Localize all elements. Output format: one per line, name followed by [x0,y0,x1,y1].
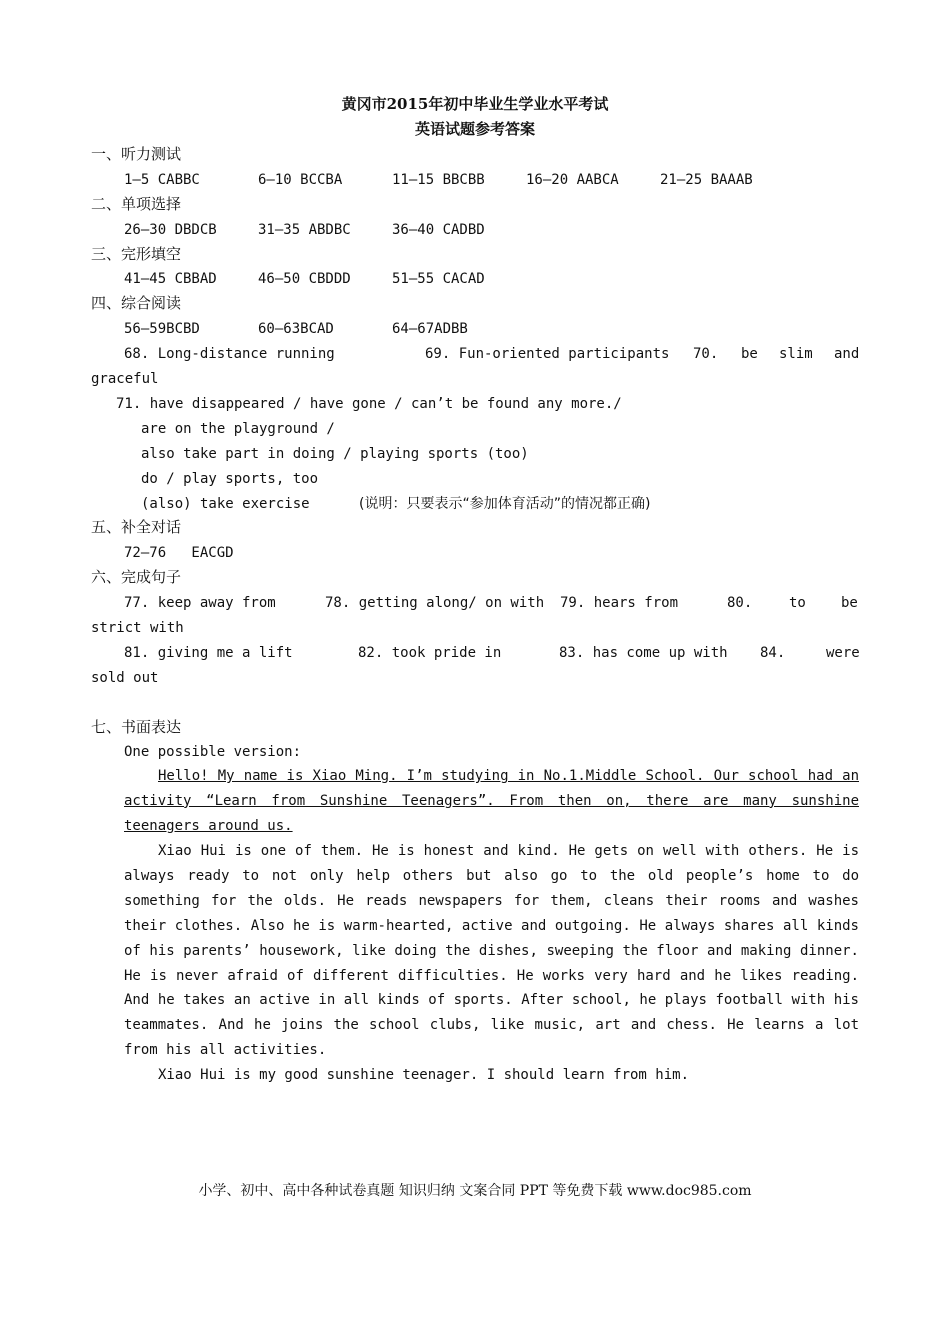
answer-78: 78. getting along/ on with [325,595,545,611]
answer-68: 68. Long-distance running [124,346,335,362]
answer-range: 21—25 BAAAB [660,172,753,188]
answer-71: 71. have disappeared / have gone / can’t be found any more./ [116,396,622,412]
answer-range: 51—55 CACAD [392,271,485,287]
answer-range: 16—20 AABCA [526,172,619,188]
answer-77: 77. keep away from [124,595,276,611]
answer-80-word: to [789,595,806,611]
section-heading-writing: 七、书面表达 [91,718,182,736]
essay-paragraph-2: Xiao Hui is one of them. He is honest and kind. He gets on well with others. He is always ready to not only help others but also go to the old people’s home to do something for the olds. He reads newspapers for them, cleans their rooms and washes their clothes. Also he is warm-hearted, active and outgoing. He always shares all kinds of his parents’ housework, like doing the dishes, sweeping the floor and making dinner. He is never afraid of different difficulties. He works very hard and he likes reading. And he takes an active in all kinds of sports. After school, he plays football with his teammates. And he joins the school clubs, like music, art and chess. He learns a lot from his all activities. [124,843,859,1059]
page-title: 黄冈市2015年初中毕业生学业水平考试 [341,95,609,113]
answer-71-alt: also take part in doing / playing sports (too) [141,446,529,462]
answer-71-alt: (also) take exercise [141,496,310,512]
answer-71-alt: do / play sports, too [141,471,319,487]
answer-69: 69. Fun-oriented participants [425,346,670,362]
answer-84-number: 84. [760,645,786,661]
page-footer: 小学、初中、高中各种试卷真题 知识归纳 文案合同 PPT 等免费下载 www.doc985.com [198,1183,752,1199]
answer-84-continued: sold out [91,670,159,686]
answer-range: 46—50 CBDDD [258,271,351,287]
answer-range: 1—5 CABBC [124,172,200,188]
answer-range: 64—67ADBB [392,321,468,337]
answer-range: 60—63BCAD [258,321,334,337]
page-subtitle: 英语试题参考答案 [414,120,535,138]
section-heading-reading: 四、综合阅读 [91,294,182,312]
grading-note: (说明：只要表示“参加体育活动”的情况都正确) [359,496,651,512]
essay-paragraph-1-text: Hello! My name is Xiao Ming. I’m studying in No.1.Middle School. Our school had an activity “Learn from Sunshine Teenagers”. From then on, there are many sunshine teenagers around us. [124,768,859,834]
answer-range: 41—45 CBBAD [124,271,217,287]
answer-70-number: 70. [693,346,719,362]
answer-84-word: were [826,645,860,661]
answer-range: 36—40 CADBD [392,222,485,238]
essay-paragraph-1 [124,764,859,839]
answer-range: 6—10 BCCBA [258,172,343,188]
answer-range: 72—76 EACGD [124,545,234,561]
section-heading-cloze: 三、完形填空 [91,245,182,263]
answer-70-word: be [741,346,758,362]
answer-range: 11—15 BBCBB [392,172,485,188]
section-heading-dialogue: 五、补全对话 [91,518,182,536]
answer-range: 56—59BCBD [124,321,200,337]
answer-83: 83. has come up with [559,645,728,661]
answer-70-word: and [834,346,860,362]
section-heading-sentences: 六、完成句子 [91,568,182,586]
answer-82: 82. took pride in [358,645,502,661]
answer-range: 26—30 DBDCB [124,222,217,238]
answer-80-word: be [841,595,858,611]
answer-79: 79. hears from [560,595,679,611]
answer-70-word: slim [779,346,813,362]
answer-81: 81. giving me a lift [124,645,293,661]
answer-70-continued: graceful [91,371,159,387]
answer-80-continued: strict with [91,620,184,636]
sample-intro: One possible version: [124,744,302,760]
section-heading-listening: 一、听力测试 [91,145,182,163]
answer-80-number: 80. [727,595,753,611]
section-heading-single-choice: 二、单项选择 [91,195,182,213]
essay-paragraph-3: Xiao Hui is my good sunshine teenager. I should learn from him. [158,1067,690,1083]
answer-71-alt: are on the playground / [141,421,335,437]
answer-range: 31—35 ABDBC [258,222,351,238]
